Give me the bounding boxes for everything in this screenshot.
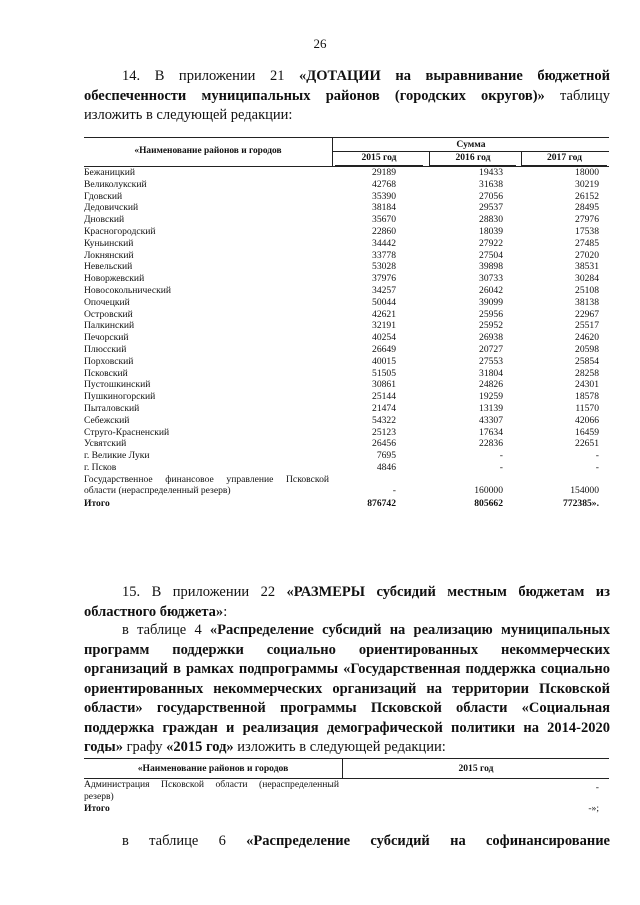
district-name: Новоржевский — [84, 273, 145, 285]
table-1-total-row — [84, 498, 609, 510]
value-2017: 22651 — [575, 438, 599, 450]
table-row — [84, 356, 609, 368]
table-row — [84, 214, 609, 226]
value-2015: 30861 — [372, 379, 396, 391]
value-2015: 35670 — [372, 214, 396, 226]
value-2015: 40254 — [372, 332, 396, 344]
value-2015: 53028 — [372, 261, 396, 273]
district-name: Бежаницкий — [84, 167, 135, 178]
table-4-column: «2015 год» — [166, 739, 234, 755]
value-2017: 28495 — [575, 202, 599, 214]
value-2017: 27485 — [575, 237, 599, 249]
table-2-row-name: Администрация Псковской области (нераспределенный резерв) — [84, 779, 339, 802]
value-2017: 28258 — [575, 367, 599, 379]
value-2016: - — [499, 450, 503, 462]
value-2015: 33778 — [372, 249, 396, 261]
table-2-header — [84, 758, 609, 779]
subsidy-table-1 — [84, 137, 609, 510]
value-2017: 25108 — [575, 284, 599, 296]
value-2016: 29537 — [479, 202, 503, 214]
table-1-header-sum: Сумма — [333, 139, 609, 152]
value-2017: - — [595, 450, 599, 462]
table-row — [84, 238, 609, 250]
district-name: Пустошкинский — [84, 379, 151, 391]
item-15-prefix: 15. В приложении 22 — [122, 584, 287, 600]
value-2016: 30733 — [479, 273, 503, 285]
value-2016: 17634 — [479, 426, 503, 438]
reserve-name: Государственное финансовое управление Псковской области (нераспределенный резерв) — [84, 473, 329, 497]
table-1-header-2015: 2015 год — [335, 152, 423, 166]
table-2-header-name: «Наименование районов и городов — [137, 763, 289, 774]
value-2017: 42066 — [575, 414, 599, 426]
value-2015: 21474 — [372, 402, 396, 414]
value-2017: 27020 — [575, 249, 599, 261]
table-1-header-name: «Наименование районов и городов — [134, 146, 282, 157]
table-row — [84, 450, 609, 462]
item-15-title: «РАЗМЕРЫ субсидий местным бюджетам из областного бюджета» — [84, 584, 610, 620]
value-2016: 27056 — [479, 190, 503, 202]
value-2016: 31804 — [479, 367, 503, 379]
table-4-prefix: в таблице 4 — [122, 622, 210, 638]
value-2017: 17538 — [575, 225, 599, 237]
value-2016: 13139 — [479, 402, 503, 414]
value-2017: 38138 — [575, 296, 599, 308]
district-name: Локнянский — [84, 249, 134, 261]
district-name: Опочецкий — [84, 296, 130, 308]
table-row — [84, 179, 609, 191]
district-name: г. Великие Луки — [84, 450, 150, 462]
table-4-suffix: изложить в следующей редакции: — [233, 739, 446, 755]
value-2015: 42621 — [372, 308, 396, 320]
district-name: Псковский — [84, 367, 128, 379]
value-2017: 16459 — [575, 426, 599, 438]
value-2015: 32191 — [372, 320, 396, 332]
value-2017: 24620 — [575, 332, 599, 344]
table-row — [84, 320, 609, 332]
value-2016: 20727 — [479, 343, 503, 355]
value-2017: 18578 — [575, 391, 599, 403]
value-2015: 26456 — [372, 438, 396, 450]
district-name: Печорский — [84, 332, 129, 344]
value-2016: 24826 — [479, 379, 503, 391]
value-2016: 18039 — [479, 225, 503, 237]
table-row — [84, 250, 609, 262]
value-2015: 22860 — [372, 225, 396, 237]
table-6-prefix: в таблице 6 — [122, 833, 247, 849]
table-1-header-sum-group — [332, 138, 609, 166]
value-2016: - — [499, 461, 503, 473]
table-row — [84, 191, 609, 203]
district-name: Дедовичский — [84, 202, 139, 214]
value-2016: 27504 — [479, 249, 503, 261]
item-15-suffix: : — [223, 603, 228, 620]
district-name: г. Псков — [84, 461, 117, 473]
value-2016: 22836 — [479, 438, 503, 450]
value-2016: 19259 — [479, 391, 503, 403]
total-2016: 805662 — [474, 497, 503, 509]
value-2017: - — [595, 461, 599, 473]
value-2017: 30219 — [575, 178, 599, 190]
value-2016: 27553 — [479, 355, 503, 367]
district-name: Порховский — [84, 355, 134, 367]
value-2017: 22967 — [575, 308, 599, 320]
value-2016: 26042 — [479, 284, 503, 296]
reserve-2016: 160000 — [474, 484, 503, 496]
district-name: Плюсский — [84, 343, 127, 355]
value-2015: 54322 — [372, 414, 396, 426]
page-number: 26 — [313, 36, 327, 51]
district-name: Пушкиногорский — [84, 391, 156, 403]
table-row — [84, 285, 609, 297]
table-row — [84, 344, 609, 356]
value-2015: 34442 — [372, 237, 396, 249]
district-name: Себежский — [84, 414, 130, 426]
value-2015: 40015 — [372, 355, 396, 367]
table-4-paragraph — [84, 621, 610, 758]
value-2017: 20598 — [575, 343, 599, 355]
table-1-header-2016: 2016 год — [429, 152, 516, 166]
item-14-title: «ДОТАЦИИ на выравнивание бюджетной обеспеченности муниципальных районов (городских округов)» — [84, 68, 610, 104]
district-name: Палкинский — [84, 320, 135, 332]
table-1-header — [84, 137, 609, 167]
reserve-2015: - — [392, 484, 396, 496]
district-name: Дновский — [84, 214, 125, 226]
total-2015: 876742 — [367, 497, 396, 509]
table-row — [84, 167, 609, 179]
value-2017: 30284 — [575, 273, 599, 285]
table-row — [84, 379, 609, 391]
table-1-reserve-row — [84, 474, 609, 498]
district-name: Великолукский — [84, 178, 147, 190]
total-name: Итого — [84, 497, 110, 509]
value-2017: 38531 — [575, 261, 599, 273]
value-2017: 25517 — [575, 320, 599, 332]
value-2016: 39898 — [479, 261, 503, 273]
table-2-header-year: 2015 год — [342, 759, 609, 778]
value-2017: 25854 — [575, 355, 599, 367]
table-1-body — [84, 167, 609, 474]
item-14-prefix: 14. В приложении 21 — [122, 68, 300, 84]
table-1-header-2017: 2017 год — [521, 152, 607, 166]
district-name: Усвятский — [84, 438, 127, 450]
value-2016: 25952 — [479, 320, 503, 332]
value-2016: 27922 — [479, 237, 503, 249]
value-2017: 27976 — [575, 214, 599, 226]
value-2016: 25956 — [479, 308, 503, 320]
value-2016: 26938 — [479, 332, 503, 344]
table-row — [84, 403, 609, 415]
table-row — [84, 309, 609, 321]
table-row — [84, 415, 609, 427]
value-2015: 26649 — [372, 343, 396, 355]
table-2-row — [84, 779, 609, 802]
table-4-middle: графу — [122, 739, 167, 755]
table-row — [84, 427, 609, 439]
table-row — [84, 261, 609, 273]
value-2015: 37976 — [372, 273, 396, 285]
item-14-suffix: таблицу изложить в следующей редакции: — [84, 87, 610, 123]
table-row — [84, 391, 609, 403]
value-2016: 28830 — [479, 214, 503, 226]
value-2015: 29189 — [372, 167, 396, 178]
value-2017: 26152 — [575, 190, 599, 202]
value-2016: 43307 — [479, 414, 503, 426]
value-2015: 38184 — [372, 202, 396, 214]
table-2-total-value: -»; — [588, 803, 599, 814]
table-row — [84, 297, 609, 309]
table-2-total-row — [84, 803, 609, 815]
value-2015: 25123 — [372, 426, 396, 438]
district-name: Невельский — [84, 261, 133, 273]
table-4-title: «Распределение субсидий на реализацию муниципальных программ поддержки социально ориентированных некоммерческих организаций в рамках подпрограммы «Государственная поддержка социально ориентированных некоммерческих организаций на территории Псковской области» государственной программы Псковской области «Социальная поддержка граждан и реализация демографической политики на 2014-2020 годы» — [84, 622, 610, 755]
table-2-row-value: - — [595, 782, 599, 793]
table-row — [84, 202, 609, 214]
value-2015: 34257 — [372, 284, 396, 296]
table-2-total-name: Итого — [84, 803, 110, 814]
district-name: Струго-Красненский — [84, 426, 170, 438]
district-name: Островский — [84, 308, 133, 320]
item-14-paragraph — [84, 67, 610, 126]
table-row — [84, 273, 609, 285]
district-name: Пыталовский — [84, 402, 140, 414]
district-name: Красногородский — [84, 225, 156, 237]
value-2015: 4846 — [376, 461, 396, 473]
value-2015: 25144 — [372, 391, 396, 403]
district-name: Гдовский — [84, 190, 123, 202]
table-row — [84, 462, 609, 474]
table-row — [84, 368, 609, 380]
item-15-paragraph — [84, 583, 610, 622]
table-row — [84, 438, 609, 450]
value-2015: 7695 — [376, 450, 396, 462]
value-2017: 11570 — [575, 402, 599, 414]
value-2015: 50044 — [372, 296, 396, 308]
total-2017: 772385». — [563, 497, 599, 509]
district-name: Куньинский — [84, 237, 134, 249]
table-6-paragraph — [84, 832, 610, 852]
value-2015: 42768 — [372, 178, 396, 190]
reserve-2017: 154000 — [570, 484, 599, 496]
table-row — [84, 332, 609, 344]
value-2016: 31638 — [479, 178, 503, 190]
table-row — [84, 226, 609, 238]
value-2017: 18000 — [575, 167, 599, 178]
table-6-title: «Распределение субсидий на софинансирование — [246, 833, 610, 849]
value-2015: 51505 — [372, 367, 396, 379]
value-2016: 39099 — [479, 296, 503, 308]
value-2017: 24301 — [575, 379, 599, 391]
subsidy-table-2 — [84, 758, 609, 815]
value-2015: 35390 — [372, 190, 396, 202]
value-2016: 19433 — [479, 167, 503, 178]
district-name: Новосокольнический — [84, 284, 172, 296]
